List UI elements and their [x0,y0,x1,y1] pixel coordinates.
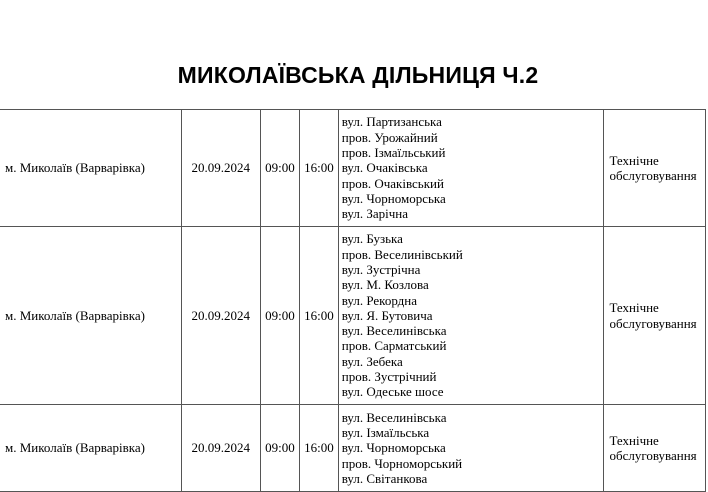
street-item: пров. Очаківський [341,175,444,191]
street-item: вул. Веселинівська [341,409,447,425]
street-item: вул. М. Козлова [341,277,429,293]
street-item: пров. Чорноморський [341,455,463,471]
street-item: вул. Рекордна [341,292,417,308]
street-item: вул. Я. Бутовича [341,307,433,323]
place-cell: м. Миколаїв (Варварівка) [0,227,181,405]
table-row [0,110,706,227]
streets-cell [338,110,604,227]
streets-cell [338,227,604,405]
reason-cell [604,405,706,492]
street-item: вул. Зустрічна [341,261,421,277]
reason-cell [604,110,706,227]
street-item: вул. Зарічна [341,206,409,222]
street-item: вул. Чорноморська [341,440,446,456]
streets-list [342,231,604,399]
street-item: вул. Світанкова [341,470,428,486]
place-cell: м. Миколаїв (Варварівка) [0,405,181,492]
reason-line: обслуговування [609,315,697,331]
outage-schedule-table [0,109,706,492]
street-item: вул. Зебека [341,353,403,369]
start-time-cell: 09:00 [260,405,299,492]
reason-line: Технічне [609,432,659,448]
street-item: пров. Урожайний [341,129,438,145]
street-item: вул. Ізмаїльська [341,425,430,441]
table-row [0,227,706,405]
street-item: вул. Партизанська [341,114,442,130]
street-item: пров. Веселинівський [341,246,463,262]
reason-cell [604,227,706,405]
street-item: вул. Бузька [341,231,403,247]
date-cell: 20.09.2024 [181,227,260,405]
date-cell: 20.09.2024 [181,110,260,227]
streets-list [342,114,604,221]
street-item: вул. Чорноморська [341,190,446,206]
street-item: вул. Веселинівська [341,323,447,339]
streets-cell [338,405,604,492]
end-time-cell: 16:00 [300,110,339,227]
reason-line: обслуговування [609,448,697,463]
street-item: пров. Зустрічний [341,369,437,385]
street-item: вул. Очаківська [341,160,428,176]
date-cell: 20.09.2024 [181,405,260,492]
reason-line: Технічне [609,152,659,168]
reason-line: обслуговування [609,168,697,183]
reason-line: Технічне [609,300,659,316]
street-item: пров. Ізмаїльський [341,145,446,161]
street-item: вул. Одеське шосе [341,384,444,400]
place-cell: м. Миколаїв (Варварівка) [0,110,181,227]
start-time-cell: 09:00 [260,110,299,227]
table-row [0,405,706,492]
streets-list [342,410,604,486]
end-time-cell: 16:00 [300,227,339,405]
start-time-cell: 09:00 [260,227,299,405]
end-time-cell: 16:00 [300,405,339,492]
page-title: МИКОЛАЇВСЬКА ДІЛЬНИЦЯ Ч.2 [177,62,539,88]
street-item: пров. Сарматський [341,338,447,354]
